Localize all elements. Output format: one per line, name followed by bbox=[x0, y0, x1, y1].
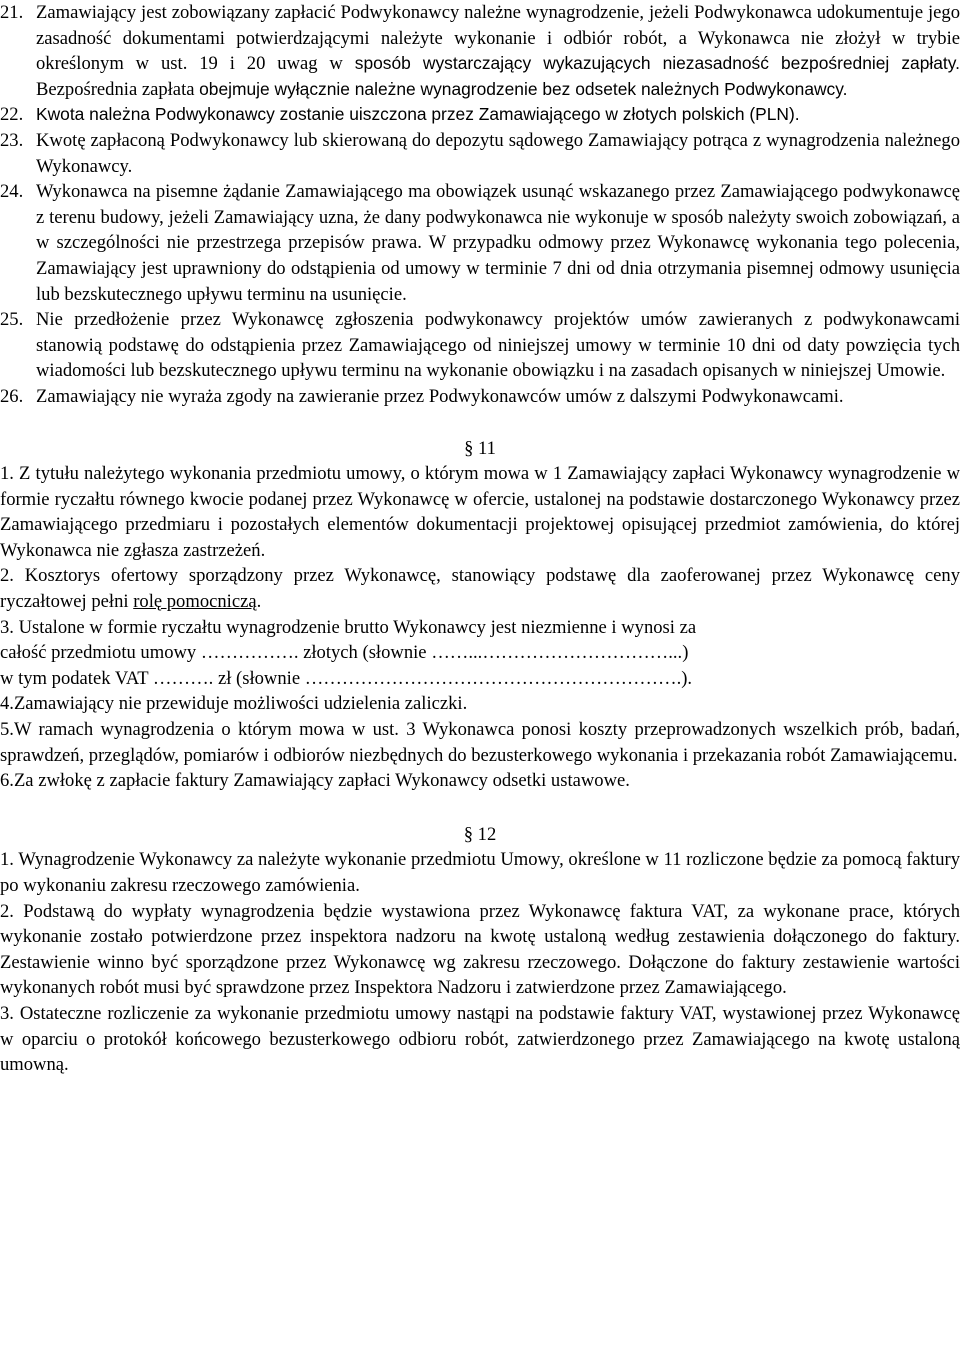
list-number: 24. bbox=[0, 181, 24, 203]
section-11-paragraph-2: 2. Kosztorys ofertowy sporządzony przez Wykonawcę, stanowiący podstawę dla zaoferowanej przez Wykonawcę ceny ryczałtowej pełni rolę pomocniczą. bbox=[0, 565, 960, 613]
section-12-heading: § 12 bbox=[463, 823, 497, 845]
section-12-paragraph-1: 1. Wynagrodzenie Wykonawcy za należyte wykonanie przedmiotu Umowy, określone w 11 rozliczone będzie za pomocą faktury po wykonaniu zakresu rzeczowego zamówienia. bbox=[0, 849, 960, 896]
list-text: Zamawiający jest zobowiązany zapłacić Podwykonawcy należne wynagrodzenie, jeżeli Podwykonawca udokumentuje jego zasadność dokumentami potwierdzającymi należyte wykonanie i odbiór robót, a Wykonawca nie złożył w trybie określonym w ust. 19 i 20 uwag w bbox=[36, 2, 960, 75]
section-11-heading: § 11 bbox=[464, 437, 496, 459]
section-11-paragraph-4: 4.Zamawiający nie przewiduje możliwości udzielenia zaliczki. bbox=[0, 693, 468, 715]
list-item-21 bbox=[0, 0, 960, 102]
section-12-paragraph-2: 2. Podstawą do wypłaty wynagrodzenia będzie wystawiona przez Wykonawcę faktura VAT, za wykonane prace, których wykonanie zostało potwierdzone przez inspektora nadzoru na kwotę ustaloną według zestawienia dołączonego do faktury. Zestawienie winno być sporządzone przez Wykonawcę wg zakresu rzeczowego. Dołączone do faktury zestawienie wartości wykonanych robót musi być sprawdzone przez Inspektora Nadzoru i zatwierdzone przez Zamawiającego. bbox=[0, 900, 960, 999]
list-number: 25. bbox=[0, 309, 24, 331]
list-item-24 bbox=[0, 179, 960, 307]
list-text: Kwotę zapłaconą Podwykonawcy lub skierowaną do depozytu sądowego Zamawiający potrąca z wynagrodzenia należnego Wykonawcy. bbox=[36, 129, 960, 177]
underlined-text: rolę pomocniczą bbox=[133, 591, 257, 613]
list-text: Zamawiający nie wyraża zgody na zawieranie przez Podwykonawców umów z dalszymi Podwykonawcami. bbox=[36, 385, 844, 407]
list-number: 26. bbox=[0, 385, 24, 407]
list-text: Wykonawca na pisemne żądanie Zamawiającego ma obowiązek usunąć wskazanego przez Zamawiającego podwykonawcę z terenu budowy, jeżeli Zamawiający uzna, że dany podwykonawca nie wykonuje w sposób należyty swoich zobowiązań, a w szczególności nie przestrzega przepisów prawa. W przypadku odmowy przez Wykonawcę wykonania tego polecenia, Zamawiający jest uprawniony do odstąpienia od umowy w terminie 7 dni od dnia otrzymania pisemnej odmowy usunięcia lub bezskutecznego upływu terminu na usunięcie. bbox=[36, 181, 960, 305]
section-11-paragraph-5: 5.W ramach wynagrodzenia o którym mowa w ust. 3 Wykonawca ponosi koszty przeprowadzonych wszelkich prób, badań, sprawdzeń, przeglądów, pomiarów i odbiorów niezbędnych do bezusterkowego wykonania i przekazania robót Zamawiającemu. bbox=[0, 719, 960, 766]
section-12-paragraph-3: 3. Ostateczne rozliczenie za wykonanie przedmiotu umowy nastąpi na podstawie faktury VAT, wystawionej przez Wykonawcę w oparciu o protokół końcowego bezusterkowego odbioru robót, zatwierdzonego przez Zamawiającego na kwotę ustaloną umowną. bbox=[0, 1002, 960, 1076]
section-sign-icon: § bbox=[464, 437, 474, 459]
list-text: Nie przedłożenie przez Wykonawcę zgłoszenia podwykonawcy projektów umów zawieranych z podwykonawcami stanowią podstawę do odstąpienia przez Zamawiającego od niniejszej umowy w terminie 10 dni od daty powzięcia tych wiadomości lub bezskutecznego upływu terminu na wykonanie obowiązku i na zasadach opisanych w niniejszej Umowie. bbox=[36, 309, 960, 382]
list-item-22 bbox=[0, 102, 960, 128]
section-11-paragraph-6: 6.Za zwłokę z zapłacie faktury Zamawiający zapłaci Wykonawcy odsetki ustawowe. bbox=[0, 770, 630, 792]
list-text: Bezpośrednia zapłata bbox=[36, 78, 200, 100]
list-number: 21. bbox=[0, 2, 24, 23]
list-text: Kwota należna Podwykonawcy zostanie uiszczona przez Zamawiającego w złotych polskich (PLN). bbox=[36, 104, 800, 125]
section-sign-icon: § bbox=[463, 823, 474, 845]
list-item-23 bbox=[0, 128, 960, 179]
list-number: 23. bbox=[0, 129, 24, 151]
numbered-list-top bbox=[0, 0, 960, 410]
section-11-paragraph-3: 3. Ustalone w formie ryczałtu wynagrodzenie brutto Wykonawcy jest niezmienne i wynosi za całość przedmiotu umowy ……………. złotych (słownie ……...…………………………...) w tym podatek VAT ………. zł (słownie …………………………………………………….). bbox=[0, 616, 697, 689]
list-text: sposób wystarczający wykazujących niezasadność bezpośredniej zapłaty. bbox=[354, 53, 960, 74]
list-item-26 bbox=[0, 384, 960, 410]
list-item-25 bbox=[0, 307, 960, 384]
section-11-paragraph-1: 1. Z tytułu należytego wykonania przedmiotu umowy, o którym mowa w 1 Zamawiający zapłaci Wykonawcy wynagrodzenie w formie ryczałtu równego kwocie podanej przez Wykonawcę w ofercie, ustalonej na podstawie dostarczonego Wykonawcy przez Zamawiającego przedmiaru i pozostałych elementów dokumentacji projektowej opisującej przedmiot zamówienia, do której Wykonawca nie zgłasza zastrzeżeń. bbox=[0, 463, 960, 561]
list-text: obejmuje wyłącznie należne wynagrodzenie bez odsetek należnych Podwykonawcy. bbox=[199, 78, 848, 99]
list-number: 22. bbox=[0, 104, 24, 126]
